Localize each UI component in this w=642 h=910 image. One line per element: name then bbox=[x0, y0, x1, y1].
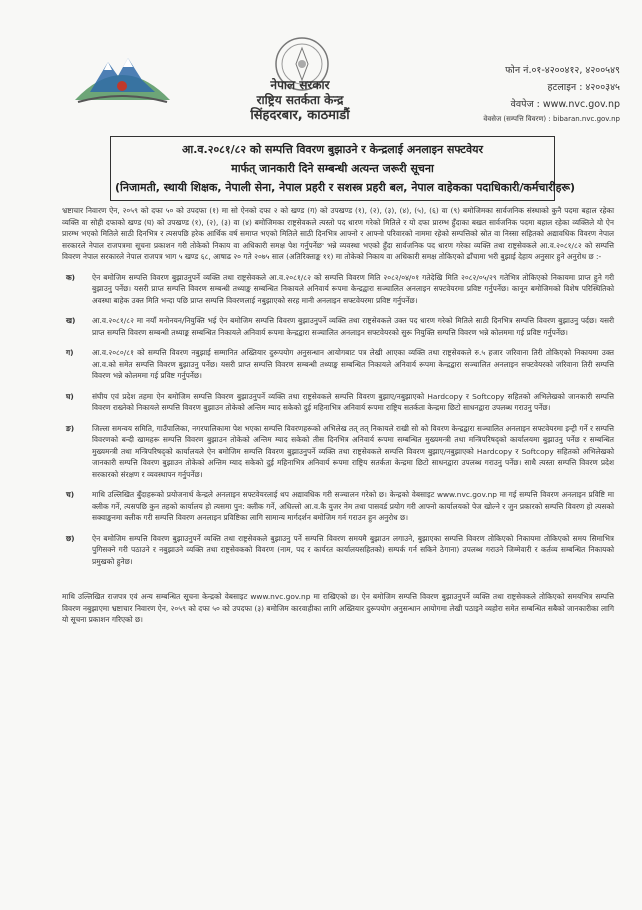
item-text: जिल्ला समन्वय समिति, गाउँपालिका, नगरपालिकामा पेश भएका सम्पत्ति विवरणहरूको अभिलेख तत् तत् निकायले राखी सो को विवरण केन्द्रद्वारा सञ्चालित अनलाइन सफ्टवेयरमा इन्ट्री गर्ने र सम्पत्ति विवरणको बन्दी खामहरू सम्पत्ति विवरण बुझाउन तोकेको अन्तिम म्याद सकेको तीस दिनभित्र अनिवार्य रूपमा सम्बन्धित मुख्यमन्त्री तथा मन्त्रिपरिषद्को कार्यालयमा बुझाउनु पर्नेछ र सम्बन्धित मुख्यमन्त्री तथा मन्त्रिपरिषद्को कार्यालयले ऐन बमोजिम सम्पत्ति विवरण बुझाउनुपर्ने व्यक्ति तथा राष्ट्रसेवकले सम्पत्ति विवरण बुझाए/नबुझाएको Hardcopy र Softcopy सहितको अभिलेखको जानकारी सम्पत्ति विवरण बुझाउन तोकेको अन्तिम म्याद सकेको दुई महिनाभित्र अनिवार्य रूपमा राष्ट्रिय सतर्कता केन्द्रमा छिटो साधनद्वारा उपलब्ध गराउनु पर्नेछ। साथै त्यस्ता सम्पत्ति विवरण प्रदेश सरकारको संरक्षण र व्यवस्थापन गर्नुपर्नेछ। bbox=[92, 423, 614, 479]
issuer-block bbox=[230, 78, 370, 123]
org-location: सिंहदरबार, काठमाडौं bbox=[250, 108, 350, 123]
disclosure-site-link[interactable]: वेवसेज (सम्पत्ति विवरण) : bibaran.nvc.gov.np bbox=[483, 115, 620, 123]
government-logo-icon bbox=[70, 40, 175, 110]
item-marker: च) bbox=[66, 490, 75, 499]
notice-body bbox=[62, 205, 614, 626]
item-marker: ख) bbox=[66, 316, 76, 325]
notice-title-box bbox=[110, 136, 576, 201]
item-marker: घ) bbox=[66, 391, 74, 401]
item-text: आ.व.२०८१/८२ मा नयाँ मनोनयन/नियुक्ति भई ऐन बमोजिम सम्पत्ति विवरण बुझाउनुपर्ने व्यक्ति तथा राष्ट्रसेवकले उक्त पद धारण गरेको मितिले साठी दिनभित्र सम्पत्ति विवरण बुझाउनु पर्दछ। यसरी प्राप्त सम्पत्ति विवरण सम्बन्धी तथ्याङ्क सम्बन्धित निकायले अनिवार्य रूपमा केन्द्रद्वारा सञ्चालित अनलाइन सफ्टवेयरको सुरू नियुक्ति सम्पत्ति विवरण भन्ने कोलममा गई प्रविष्ट गर्नुपर्नेछ। bbox=[92, 316, 614, 337]
list-item bbox=[62, 272, 614, 307]
contact-block bbox=[420, 62, 620, 125]
list-item bbox=[62, 489, 614, 524]
item-marker: क) bbox=[66, 272, 76, 282]
item-marker: छ) bbox=[66, 533, 75, 543]
website-link[interactable]: वेवपेज : www.nvc.gov.np bbox=[510, 99, 620, 110]
hotline-number: हटलाइन : ४२००३४५ bbox=[547, 82, 620, 93]
intro-paragraph: भ्रष्टाचार निवारण ऐन, २०५९ को दफा ५० को उपदफा (१) मा सो ऐनको दफा २ को खण्ड (ग) को उपखण्ड (१), (२), (३), (४), (५), (६) वा (९) बमोजिमका सार्वजनिक संस्थाको कुनै पदमा बहाल रहेका व्यक्ति वा सोही दफाको खण्ड (घ) को उपखण्ड (१), (२), (३) वा (४) बमोजिमका राष्ट्रसेवकले त्यस्तो पद धारण गरेको मितिले र यो दफा प्रारम्भ हुँदाका बखत सार्वजनिक पदमा बहाल रहेका व्यक्तिले यो ऐन प्रारम्भ भएको मितिले साठी दिनभित्र र त्यसपछि हरेक आर्थिक वर्ष समाप्त भएको मितिले साठी दिनभित्र आफ्नो र आफ्नो परिवारको नाममा रहेको सम्पत्तिको स्रोत वा निस्सा सहितको अद्यावधिक विवरण नेपाल सरकारले नेपाल राजपत्रमा सूचना प्रकाशन गरी तोकेको निकाय वा अधिकारी समक्ष पेश गर्नुपर्नेछ' भन्ने व्यवस्था भएको हुँदा सार्वजनिक पद धारण गरेका व्यक्ति तथा राष्ट्रसेवकले आ.व.२०८१/८२ को सम्पत्ति विवरण नेपाल सरकारले नेपाल राजपत्र भाग ५ खण्ड ६८, आषाढ २० गते २०७५ साल (अतिरिक्ताङ्क ११) मा तोकेको निकाय वा अधिकारी समक्ष तोकिएको ढाँचामा भरी बुझाई देहाय अनुसार हुने अनुरोध छ :- bbox=[62, 206, 614, 261]
item-text: ऐन बमोजिम सम्पत्ति विवरण बुझाउनुपर्ने व्यक्ति तथा राष्ट्रसेवकले आ.व.२०८१/८२ को सम्पत्ति विवरण मिति २०८२/०४/०१ गतेदेखि मिति २०८२/०५/२९ गतेभित्र तोकिएको निकायमा प्राप्त हुने गरी बुझाउनु पर्नेछ। यसरी प्राप्त सम्पत्ति विवरण सम्बन्धी तथ्याङ्क सम्बन्धित निकायले अनिवार्य रूपमा केन्द्रद्वारा सञ्चालित अनलाइन सफ्टवेयरमा प्रविष्ट गर्नुपर्नेछ। कानून बमोजिमको विशेष परिस्थितिको अवस्था बाहेक उक्त मिति भन्दा पछि प्राप्त सम्पत्ति विवरणलाई नबुझाएको सरह मानी अनलाइन सफ्टवेयरमा प्रविष्ट गर्नुपर्नेछ। bbox=[92, 272, 614, 305]
phone-number: फोन नं.०१-४२००४१२, ४२००५४९ bbox=[505, 65, 620, 76]
list-item bbox=[62, 347, 614, 382]
item-marker: ग) bbox=[66, 348, 74, 357]
item-marker: ङ) bbox=[66, 423, 75, 433]
list-item bbox=[62, 315, 614, 338]
list-item bbox=[62, 423, 614, 481]
item-text: माथि उल्लिखित बुँदाहरूको प्रयोजनार्थ केन्द्रले अनलाइन सफ्टवेयरलाई थप अद्यावधिक गरी सञ्चालन गरेको छ। केन्द्रको वेबसाइट www.nvc.gov.np मा गई सम्पत्ति विवरण अनलाइन प्रविष्टि मा क्लीक गर्ने, त्यसपछि कुन तहको कार्यालय हो त्यसमा पुन: क्लीक गर्ने, अधिल्लो आ.व.कै युजर नेम तथा पासवर्ड प्रयोग गरी आफ्नो कार्यालयको पेज खोल्ने र जुन प्रकारको सम्पत्ति विवरण हो त्यसको सक्वाङ्कनमा क्लीक गरी सम्पत्ति विवरण अनलाइन प्रविष्टिका लागि सामान्य मार्गदर्शन बमोजिम गर्न गराउन हुन अनुरोध छ। bbox=[92, 490, 614, 522]
list-item bbox=[62, 533, 614, 568]
item-text: ऐन बमोजिम सम्पत्ति विवरण बुझाउनुपर्ने व्यक्ति तथा राष्ट्रसेवकले बुझाउनु पर्ने सम्पत्ति विवरण समयमै बुझाउन लगाउने, बुझाएका सम्पत्ति विवरण तोकिएको निकायमा तोकिएको समय सिमाभित्र पुगिसक्ने गरी पठाउने र नबुझाउने व्यक्ति तथा राष्ट्रसेवकको विवरण (नाम, पद र कार्यरत कार्यालयसहितको) सम्पर्क गर्न सकिने ठेगाना) उपलब्ध गराउने जिम्मेवारी र कर्तव्य सम्बन्धित निकायको प्रमुखको हुनेछ। bbox=[92, 533, 614, 566]
notice-title-line3: (निजामती, स्थायी शिक्षक, नेपाली सेना, नेपाल प्रहरी र सशस्त्र प्रहरी बल, नेपाल वाहेकका पदाधिकारी/कर्मचारीहरू) bbox=[115, 181, 576, 194]
list-item bbox=[62, 391, 614, 414]
org-government: नेपाल सरकार bbox=[270, 78, 330, 92]
closing-paragraph: माथि उल्लिखित राजपत्र एवं अन्य सम्बन्धित सूचना केन्द्रको वेबसाइट www.nvc.gov.np मा राखिएको छ। ऐन बमोजिम सम्पत्ति विवरण बुझाउनुपर्ने व्यक्ति तथा राष्ट्रसेवकले तोकिएको समयभित्र सम्पत्ति विवरण नबुझाएमा भ्रष्टाचार निवारण ऐन, २०५९ को दफा ५० को उपदफा (३) बमोजिम कारवाहीका लागि अख्तियार दुरूपयोग अनुसन्धान आयोगमा लेखी पठाइने व्यहोरा समेत सम्बन्धित सबैको जानकारीका लागि यो सूचना प्रकाशन गरिएको छ। bbox=[62, 592, 614, 624]
notice-title-line2: मार्फत् जानकारी दिने सम्बन्धी अत्यन्त जरूरी सूचना bbox=[231, 162, 434, 175]
item-text: आ.व.२०८०/८१ को सम्पत्ति विवरण नबुझाई सम्मानित अख्तियार दुरूपयोग अनुसन्धान आयोगबाट पत्र लेखी आएका व्यक्ति तथा राष्ट्रसेवकले रु.५ हजार जरिवाना तिरी तोकिएको निकायमा उक्त आ.व.को समेत सम्पत्ति विवरण बुझाउनु पर्नेछ। यसरी प्राप्त सम्पत्ति विवरण सम्बन्धी तथ्याङ्क सम्बन्धित निकायले अनिवार्य रूपमा केन्द्रद्वारा सञ्चालित अनलाइन सफ्टवेयरको जरिवाना तिरी सम्पत्ति विवरण भन्ने कोलममा गई प्रविष्ट गर्नुपर्नेछ। bbox=[92, 348, 614, 380]
notice-title-line1: आ.व.२०८१/८२ को सम्पत्ति विवरण बुझाउने र केन्द्रलाई अनलाइन सफ्टवेयर bbox=[182, 143, 483, 156]
item-text: संघीय एवं प्रदेश तहमा ऐन बमोजिम सम्पत्ति विवरण बुझाउनुपर्ने व्यक्ति तथा राष्ट्रसेवकले सम्पत्ति विवरण बुझाए/नबुझाएको Hardcopy र Softcopy सहितको अभिलेखको जानकारी सम्पत्ति विवरण राख्नेको निकायले सम्पत्ति विवरण बुझाउन तोकेको अन्तिम म्याद सकेको दुई महिनाभित्र अनिवार्य रूपमा राष्ट्रिय सतर्कता केन्द्रमा छिटो साधनद्वारा उपलब्ध गराउनु पर्नेछ। bbox=[92, 391, 614, 412]
org-name: राष्ट्रिय सतर्कता केन्द्र bbox=[256, 93, 344, 107]
